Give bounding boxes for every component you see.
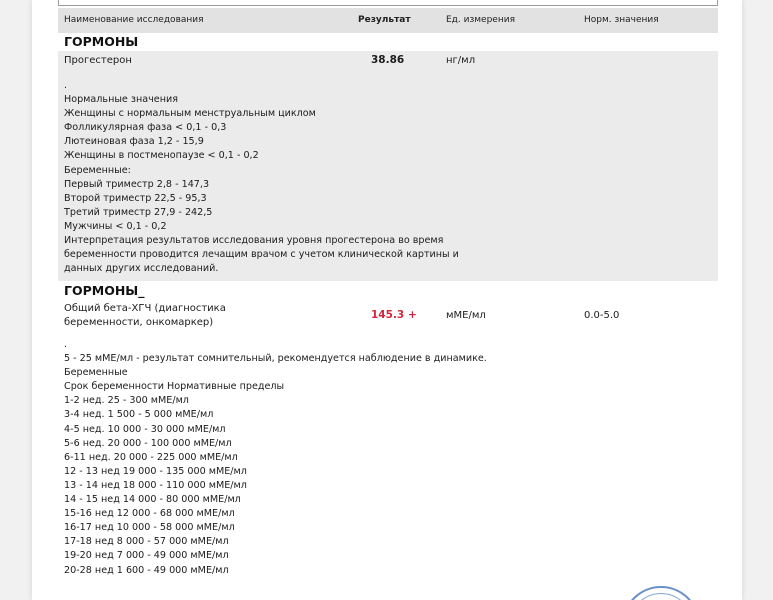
hcg-note-line: 19-20 нед 7 000 - 49 000 мМЕ/мл: [64, 550, 229, 562]
hcg-notes: [64, 338, 487, 578]
hcg-note-line: 1-2 нед. 25 - 300 мМЕ/мл: [64, 395, 189, 407]
hcg-note-line: 12 - 13 нед 19 000 - 135 000 мМЕ/мл: [64, 465, 247, 477]
hcg-test-name-line1: Общий бета-ХГЧ (диагностика: [64, 303, 226, 314]
section-title-hormones-2: ГОРМОНЫ_: [64, 283, 145, 298]
progesterone-note-line: Первый триместр 2,8 - 147,3: [64, 178, 210, 190]
hcg-test-name: [64, 302, 226, 330]
progesterone-block: [58, 51, 718, 281]
hcg-note-line: 16-17 нед 10 000 - 58 000 мМЕ/мл: [64, 522, 235, 534]
progesterone-note-line: Беременные:: [64, 164, 131, 176]
progesterone-note-line: .: [64, 80, 68, 91]
progesterone-note-line: Лютеиновая фаза 1,2 - 15,9: [64, 136, 204, 148]
progesterone-test-name: Прогестерон: [64, 55, 132, 66]
header-result: Результат: [358, 15, 411, 25]
progesterone-notes: [64, 79, 459, 276]
hcg-result: 145.3: [371, 309, 405, 321]
hcg-note-line: 4-5 нед. 10 000 - 30 000 мМЕ/мл: [64, 423, 226, 435]
progesterone-note-line: Женщины с нормальным менструальным циклом: [64, 108, 316, 120]
hcg-unit: мМЕ/мл: [446, 310, 486, 321]
progesterone-note-line: Женщины в постменопаузе < 0,1 - 0,2: [64, 150, 259, 162]
progesterone-note-line: Фолликулярная фаза < 0,1 - 0,3: [64, 122, 227, 134]
hcg-test-name-line2: беременности, онкомаркер): [64, 317, 214, 328]
lab-report-page: [32, 0, 742, 600]
hcg-note-line: 5 - 25 мМЕ/мл - результат сомнительный, рекомендуется наблюдение в динамике.: [64, 353, 487, 365]
hcg-note-line: 13 - 14 нед 18 000 - 110 000 мМЕ/мл: [64, 479, 247, 491]
clinic-stamp: [622, 586, 700, 600]
progesterone-note-line: данных других исследований.: [64, 263, 219, 275]
progesterone-note-line: Мужчины < 0,1 - 0,2: [64, 220, 167, 232]
table-header: [58, 8, 718, 33]
section-title-hormones: ГОРМОНЫ: [64, 34, 139, 49]
clinic-stamp-inner-ring: [629, 593, 693, 600]
hcg-note-line: 17-18 нед 8 000 - 57 000 мМЕ/мл: [64, 536, 229, 548]
hcg-note-line: Срок беременности Нормативные пределы: [64, 381, 285, 393]
top-input-border: [58, 0, 718, 6]
hcg-note-line: Беременные: [64, 367, 128, 379]
progesterone-note-line: беременности проводится лечащим врачом с учетом клинической картины и: [64, 249, 459, 261]
progesterone-note-line: Нормальные значения: [64, 94, 178, 106]
hcg-note-line: 3-4 нед. 1 500 - 5 000 мМЕ/мл: [64, 409, 214, 421]
header-norm: Норм. значения: [584, 15, 659, 25]
header-test-name: Наименование исследования: [64, 15, 204, 25]
header-unit: Ед. измерения: [446, 15, 515, 25]
hcg-note-line: .: [64, 339, 68, 350]
hcg-note-line: 20-28 нед 1 600 - 49 000 мМЕ/мл: [64, 564, 229, 576]
hcg-note-line: 6-11 нед. 20 000 - 225 000 мМЕ/мл: [64, 451, 238, 463]
progesterone-note-line: Третий триместр 27,9 - 242,5: [64, 206, 213, 218]
hcg-norm: 0.0-5.0: [584, 310, 620, 321]
progesterone-note-line: Второй триместр 22,5 - 95,3: [64, 192, 207, 204]
progesterone-unit: нг/мл: [446, 55, 476, 66]
hcg-flag: +: [408, 309, 417, 321]
hcg-note-line: 5-6 нед. 20 000 - 100 000 мМЕ/мл: [64, 437, 232, 449]
hcg-note-line: 14 - 15 нед 14 000 - 80 000 мМЕ/мл: [64, 494, 241, 506]
hcg-note-line: 15-16 нед 12 000 - 68 000 мМЕ/мл: [64, 508, 235, 520]
progesterone-note-line: Интерпретация результатов исследования уровня прогестерона во время: [64, 235, 444, 247]
progesterone-result: 38.86: [371, 54, 405, 66]
